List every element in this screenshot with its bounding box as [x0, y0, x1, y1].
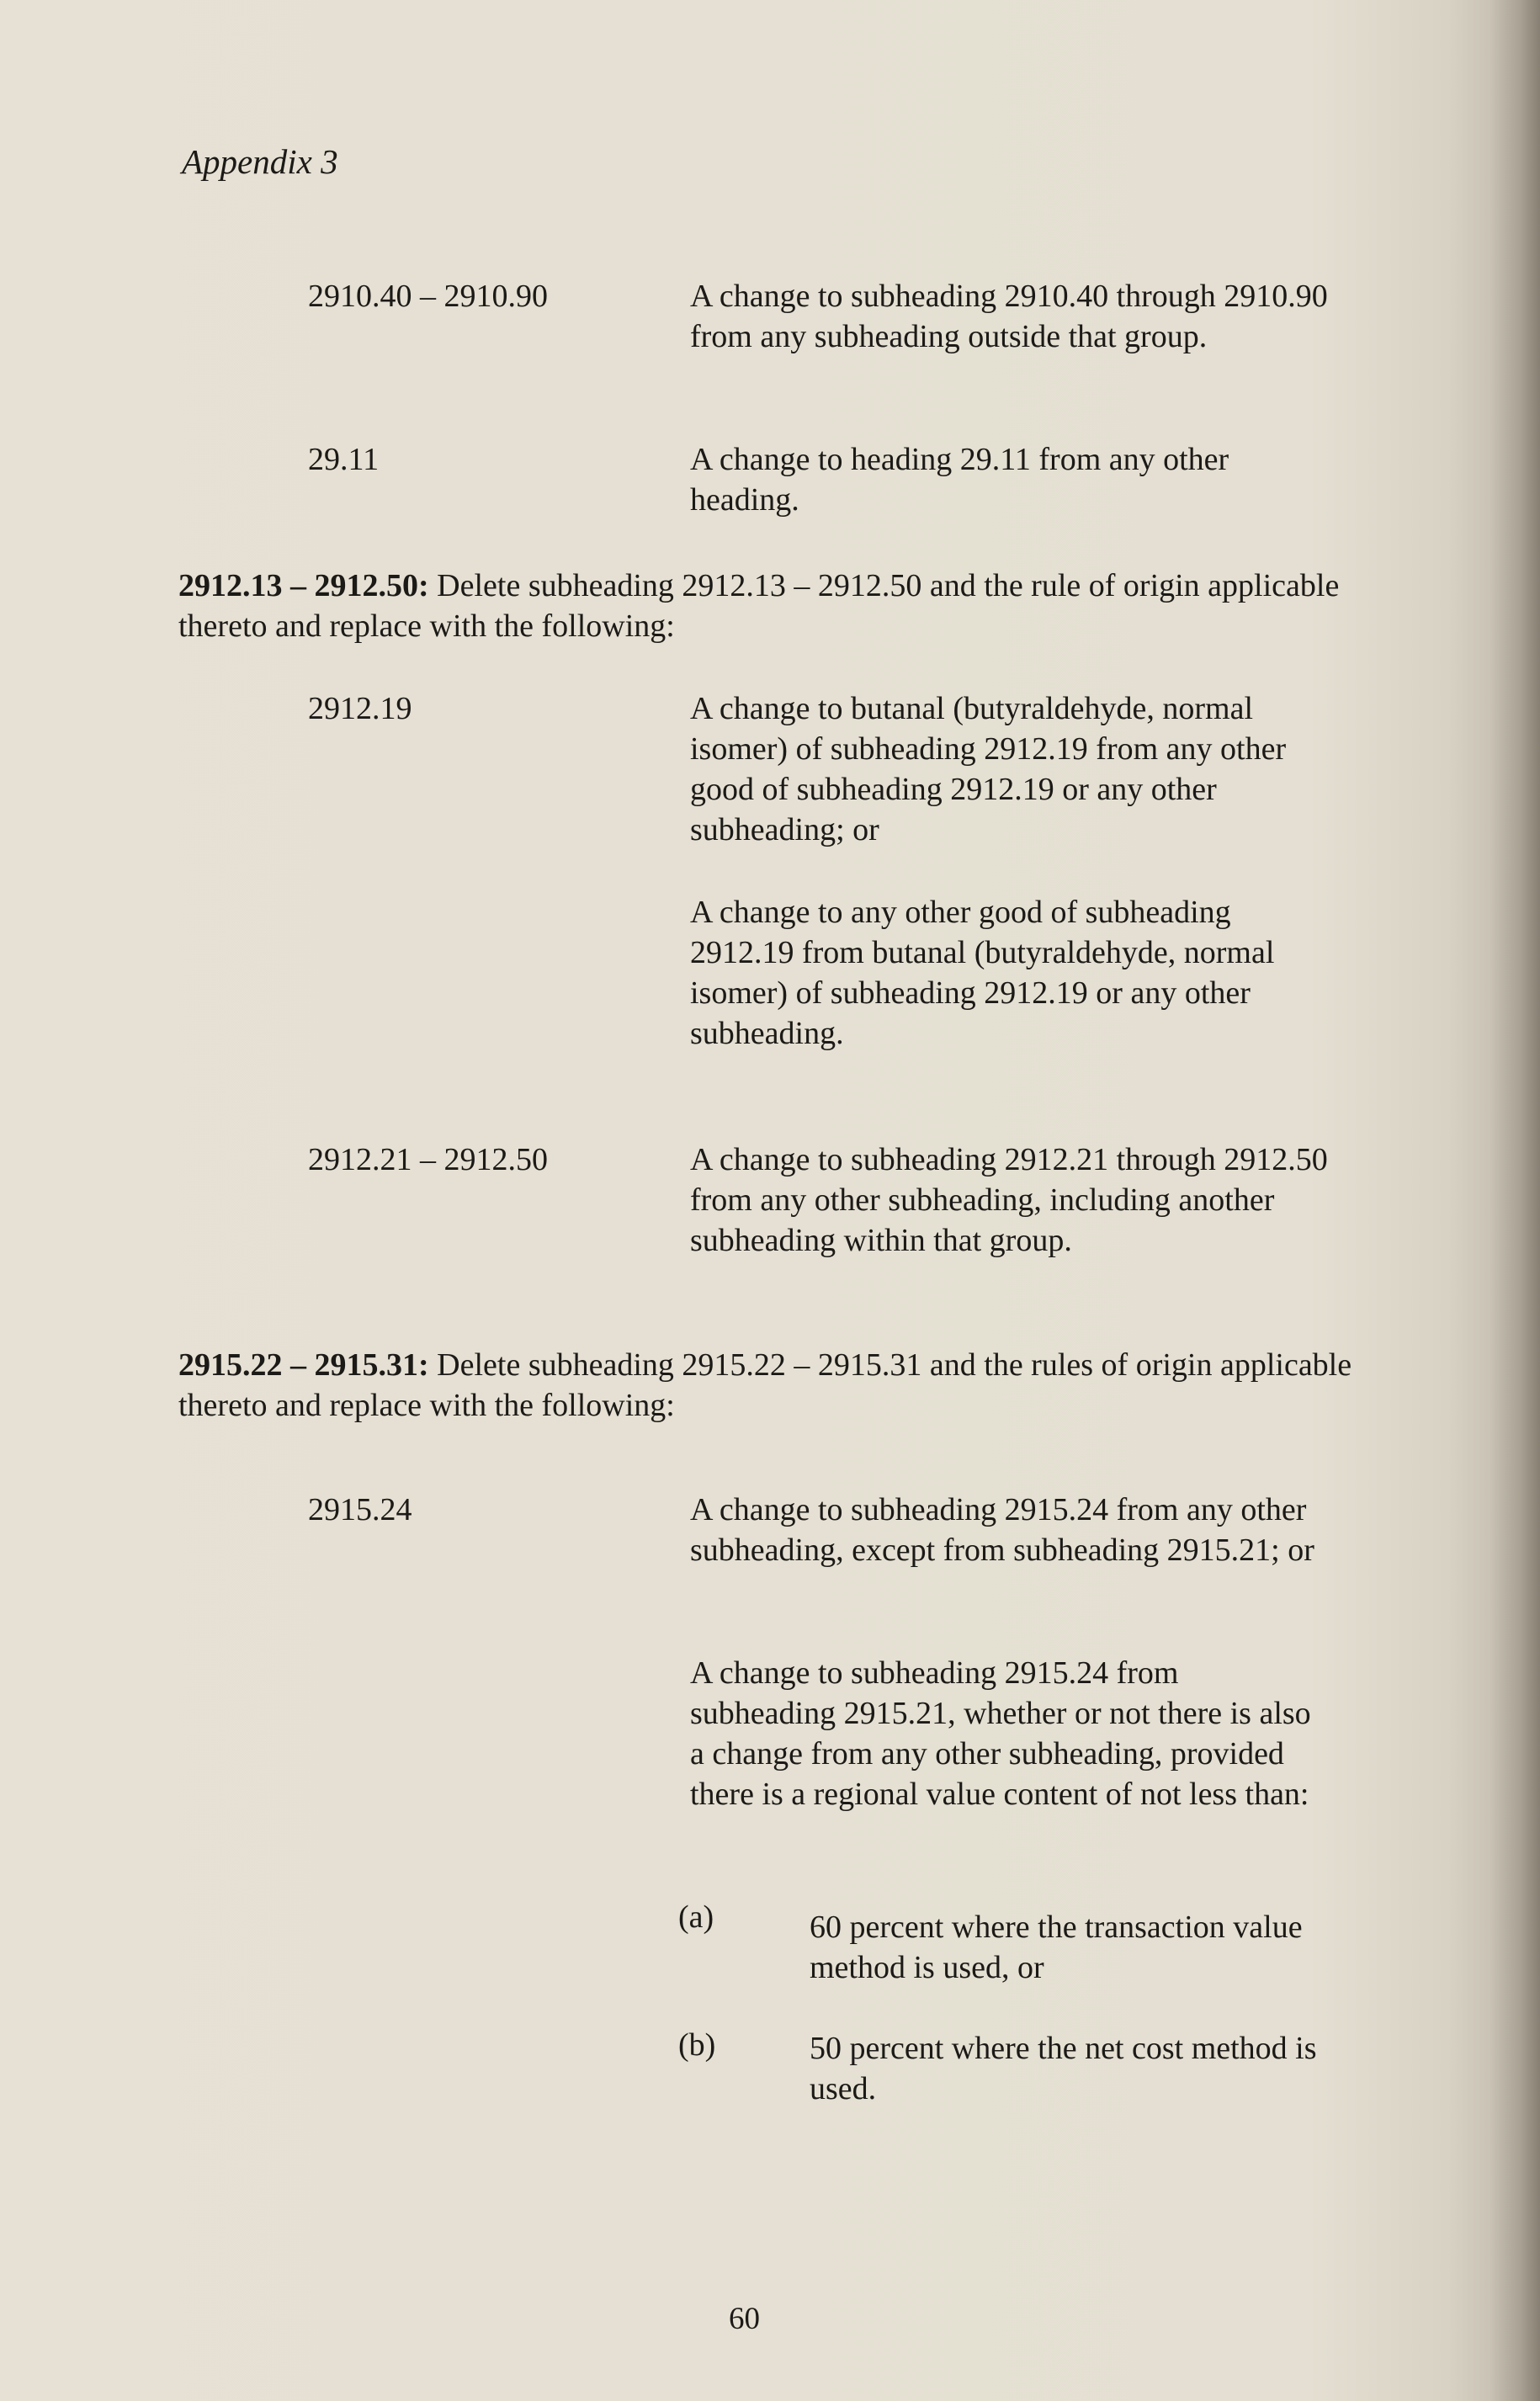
- list-text: 60 percent where the transaction value method is used, or: [810, 1910, 1303, 1985]
- amendment-instruction: [178, 1345, 1357, 1426]
- list-label: (a): [678, 1899, 714, 1935]
- running-head: Appendix 3: [182, 142, 338, 181]
- page-spine-shadow: [1490, 0, 1540, 2401]
- list-text: 50 percent where the net cost method is used.: [810, 2031, 1317, 2106]
- instruction-heading: 2915.22 – 2915.31:: [178, 1347, 429, 1383]
- page-number: 60: [729, 2302, 760, 2336]
- subheading-code: 2912.21 – 2912.50: [308, 1142, 548, 1177]
- subheading-code: 2912.19: [308, 691, 412, 726]
- rule-text: A change to subheading 2912.21 through 2912.50 from any other subheading, including another subheading within that group.: [690, 1142, 1328, 1258]
- instruction-text: Delete subheading 2915.22 – 2915.31 and the rules of origin applicable thereto and replace with the following:: [178, 1347, 1352, 1423]
- list-label: (b): [678, 2027, 716, 2063]
- subheading-code: 2915.24: [308, 1492, 412, 1527]
- rule-text: A change to subheading 2915.24 from any other subheading, except from subheading 2915.21; or: [690, 1492, 1314, 1568]
- amendment-instruction: [178, 566, 1357, 646]
- instruction-heading: 2912.13 – 2912.50:: [178, 568, 429, 603]
- subheading-code: 29.11: [308, 442, 380, 477]
- rule-text: A change to any other good of subheading 2912.19 from butanal (butyraldehyde, normal isomer) of subheading 2912.19 or any other subheading.: [690, 895, 1275, 1051]
- rule-text: A change to subheading 2910.40 through 2910.90 from any subheading outside that group.: [690, 279, 1328, 354]
- subheading-code: 2910.40 – 2910.90: [308, 279, 548, 314]
- rule-text: A change to butanal (butyraldehyde, normal isomer) of subheading 2912.19 from any other good of subheading 2912.19 or any other subheading; or: [690, 691, 1287, 847]
- rule-text: A change to subheading 2915.24 from subheading 2915.21, whether or not there is also a change from any other subheading, provided there is a regional value content of not less than:: [690, 1655, 1311, 1812]
- instruction-text: Delete subheading 2912.13 – 2912.50 and the rule of origin applicable thereto and replace with the following:: [178, 568, 1340, 644]
- rule-text: A change to heading 29.11 from any other heading.: [690, 442, 1229, 518]
